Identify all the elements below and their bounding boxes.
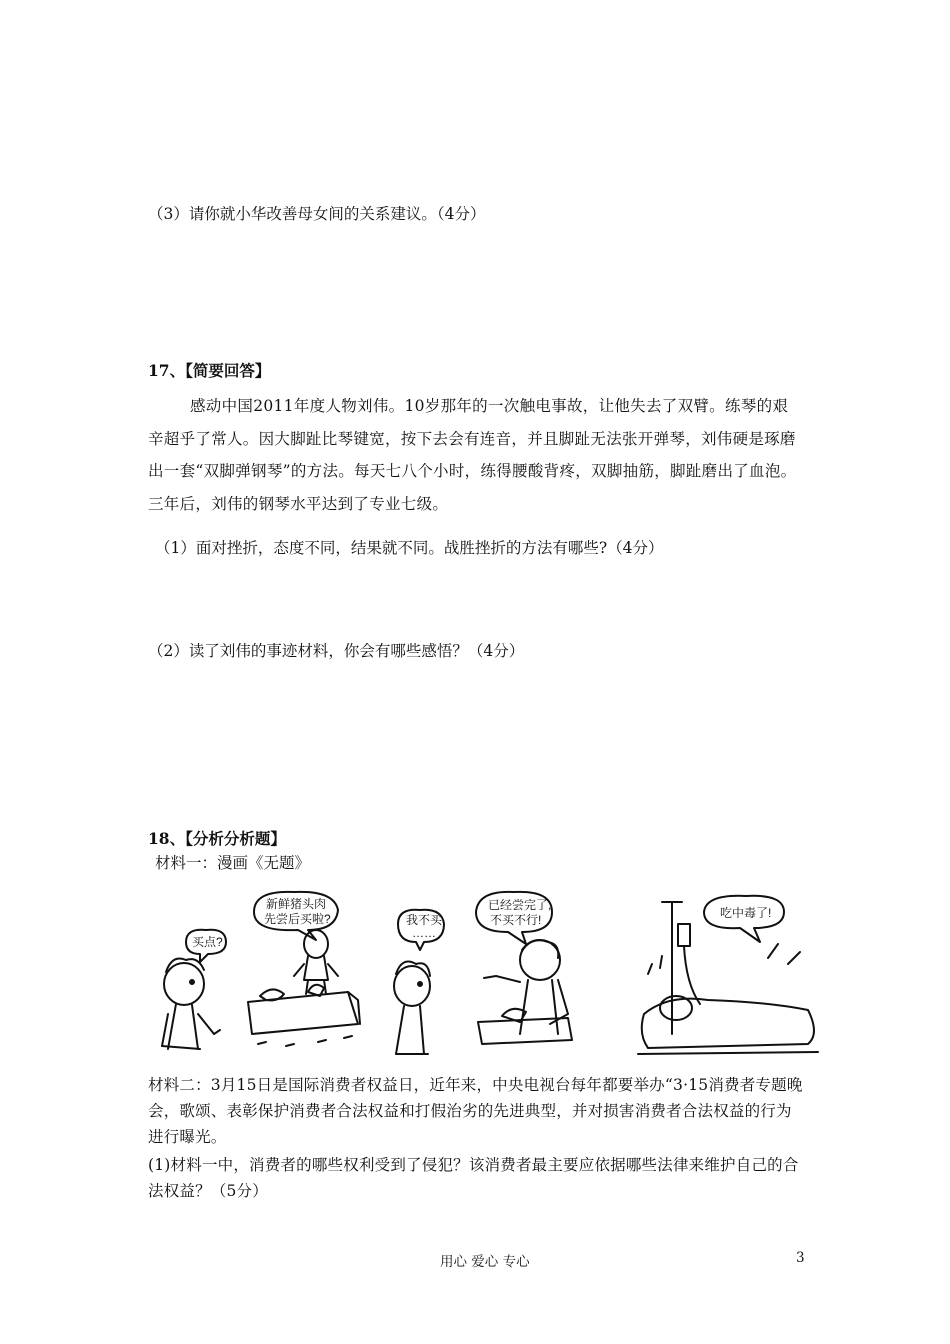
buyer-figure (162, 959, 220, 1050)
buyer-refusing-figure (394, 962, 430, 1054)
hospital-bed-scene (638, 902, 818, 1054)
question-18-1: (1)材料一中，消费者的哪些权利受到了侵犯？该消费者最主要应依据哪些法律来维护自己的合法权益？（5分） (148, 1156, 799, 1200)
material-1-label: 材料一：漫画《无题》 (155, 854, 311, 872)
angry-vendor-figure (478, 940, 572, 1044)
comic-bubble-3-line2: …… (412, 926, 436, 940)
question-17-heading: 17、【简要回答】 (148, 361, 271, 380)
comic-bubble-2-line2: 先尝后买啦? (264, 912, 331, 926)
question-17-2: （2）读了刘伟的事迹材料，你会有哪些感悟？（4分） (148, 642, 525, 660)
comic-bubble-5: 吃中毒了! (720, 906, 772, 920)
material-2: 材料二：3月15日是国际消费者权益日，近年来，中央电视台每年都要举办“3·15消费者专题晚会，歌颂、表彰保护消费者合法权益和打假治劣的先进典型，并对损害消费者合法权益的行为进行曝光。 (148, 1076, 803, 1146)
comic-bubble-2-line1: 新鲜猪头肉 (266, 897, 327, 911)
question-17-1: （1）面对挫折，态度不同，结果就不同。战胜挫折的方法有哪些?（4分） (155, 539, 664, 557)
comic-bubble-1: 买点? (192, 935, 223, 949)
question-18-heading: 18、【分析分析题】 (148, 829, 286, 848)
comic-bubble-4-line2: 不买不行! (490, 913, 542, 927)
comic-bubble-4-line1: 已经尝完了, (488, 898, 552, 912)
footer-motto: 用心 爱心 专心 (440, 1254, 530, 1270)
comic-untitled (148, 884, 828, 1064)
vendor-stall (248, 985, 360, 1046)
page-number: 3 (796, 1250, 805, 1266)
question-17-passage: 感动中国2011年度人物刘伟。10岁那年的一次触电事故，让他失去了双臂。练琴的艰辛超乎了常人。因大脚趾比琴键宽，按下去会有连音，并且脚趾无法张开弹琴，刘伟硬是琢磨出一套“双脚弹钢琴”的方法。每天七八个小时，练得腰酸背疼，双脚抽筋，脚趾磨出了血泡。三年后，刘伟的钢琴水平达到了专业七级。 (148, 397, 797, 513)
question-16-3: （3）请你就小华改善母女间的关系建议。（4分） (148, 205, 486, 223)
comic-bubble-3-line1: 我不买 (406, 913, 443, 927)
